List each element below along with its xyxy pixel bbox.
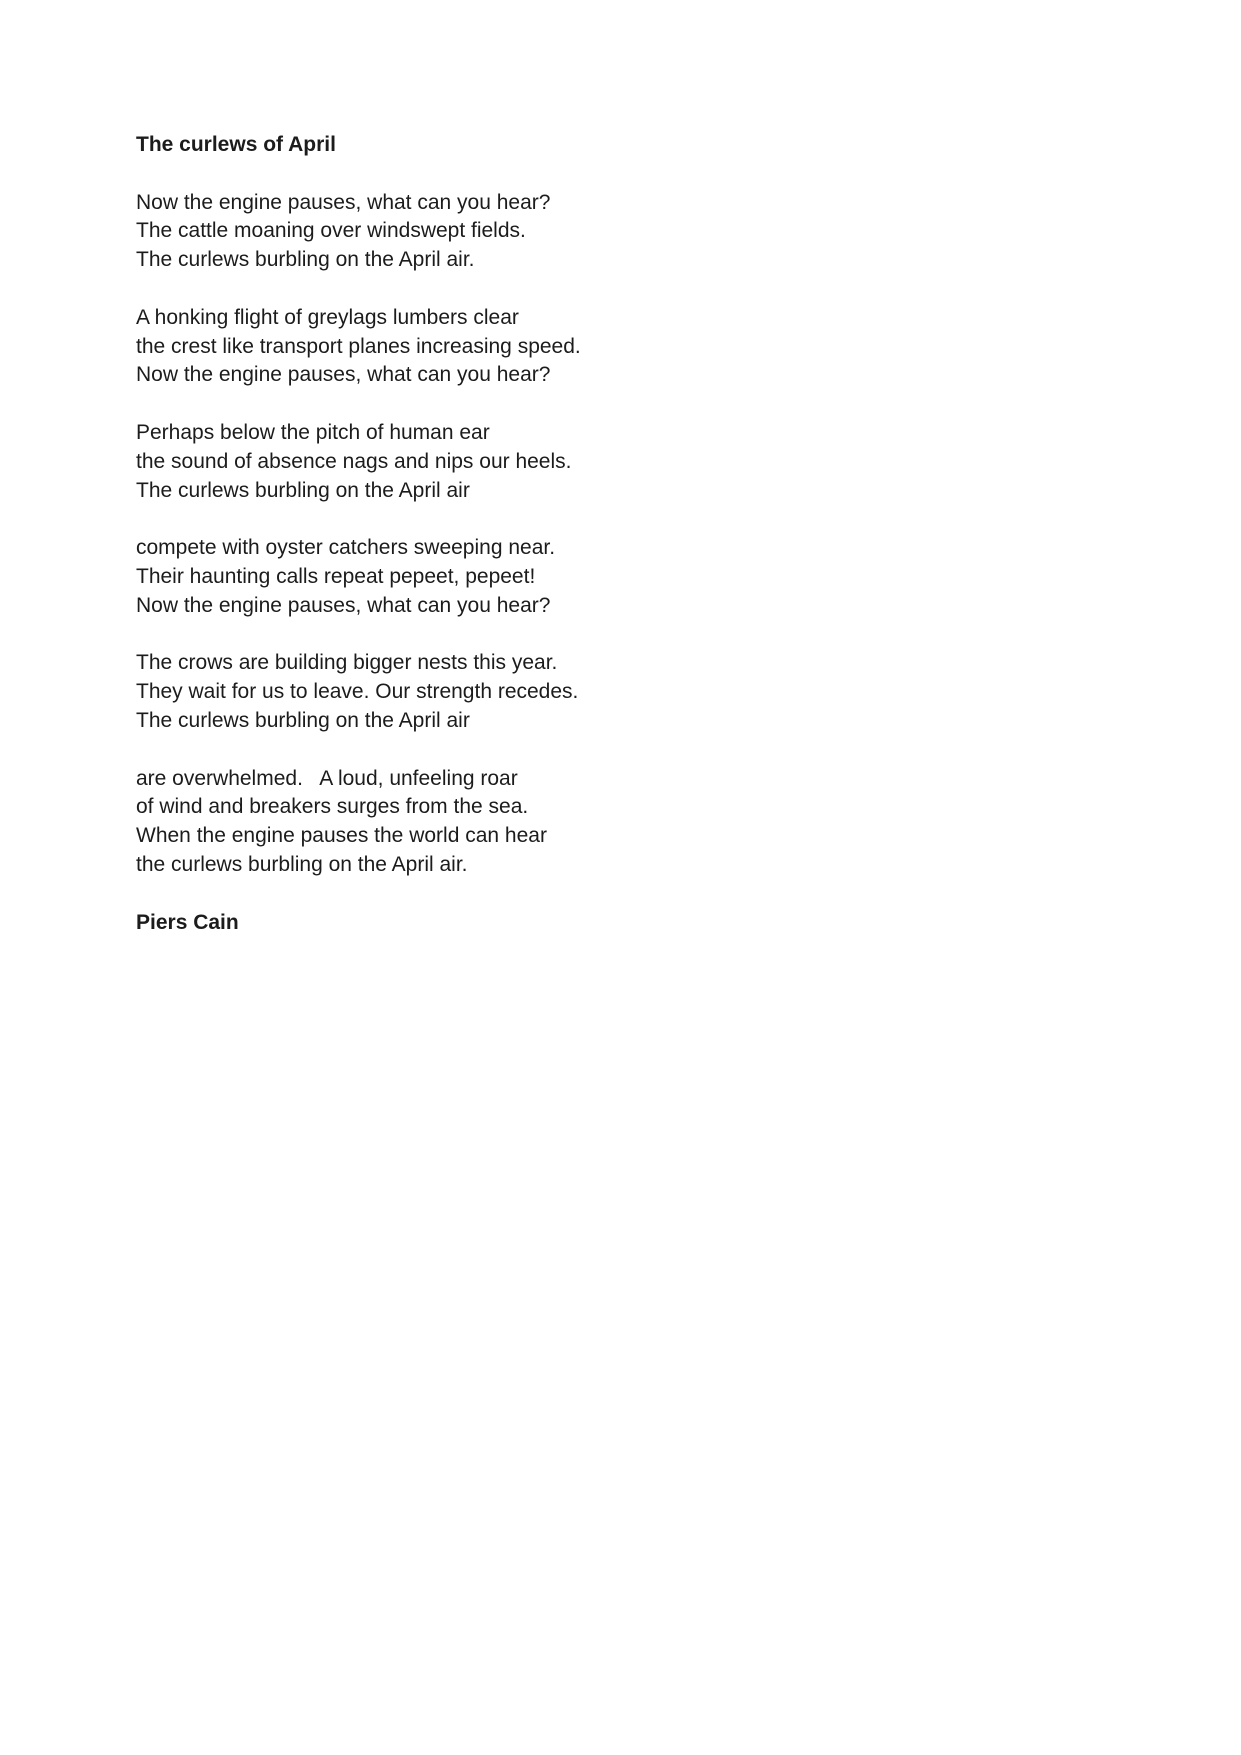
poem-line: the sound of absence nags and nips our heels. (136, 449, 572, 473)
poem-stanza (136, 419, 1121, 505)
poem-line: The curlews burbling on the April air (136, 708, 470, 732)
poem-line: compete with oyster catchers sweeping near. (136, 536, 556, 560)
poem-stanza (136, 189, 1121, 275)
poem-line: Now the engine pauses, what can you hear? (136, 593, 551, 617)
poem-author: Piers Cain (136, 910, 239, 934)
poem-line: The cattle moaning over windswept fields. (136, 219, 526, 243)
poem-line: Now the engine pauses, what can you hear? (136, 190, 551, 214)
poem-line: When the engine pauses the world can hear (136, 824, 547, 848)
poem-stanza (136, 534, 1121, 620)
poem-line: The crows are building bigger nests this year. (136, 651, 558, 675)
poem-line: They wait for us to leave. Our strength recedes. (136, 680, 579, 704)
poem-line: Now the engine pauses, what can you hear? (136, 363, 551, 387)
poem-line: the crest like transport planes increasing speed. (136, 334, 581, 358)
poem-stanza (136, 649, 1121, 735)
poem-line: The curlews burbling on the April air. (136, 248, 475, 272)
poem-title: The curlews of April (136, 133, 336, 156)
poem-stanza (136, 765, 1121, 880)
poem-line: Perhaps below the pitch of human ear (136, 420, 490, 444)
poem-line: are overwhelmed. A loud, unfeeling roar (136, 766, 518, 790)
poem-line: the curlews burbling on the April air. (136, 852, 468, 876)
poem-stanza (136, 304, 1121, 390)
poem-line: The curlews burbling on the April air (136, 478, 470, 502)
poem-line: of wind and breakers surges from the sea. (136, 795, 529, 819)
poem-line: A honking flight of greylags lumbers clear (136, 305, 519, 329)
poem-content (136, 131, 1121, 937)
poem-line: Their haunting calls repeat pepeet, pepeet! (136, 564, 536, 588)
